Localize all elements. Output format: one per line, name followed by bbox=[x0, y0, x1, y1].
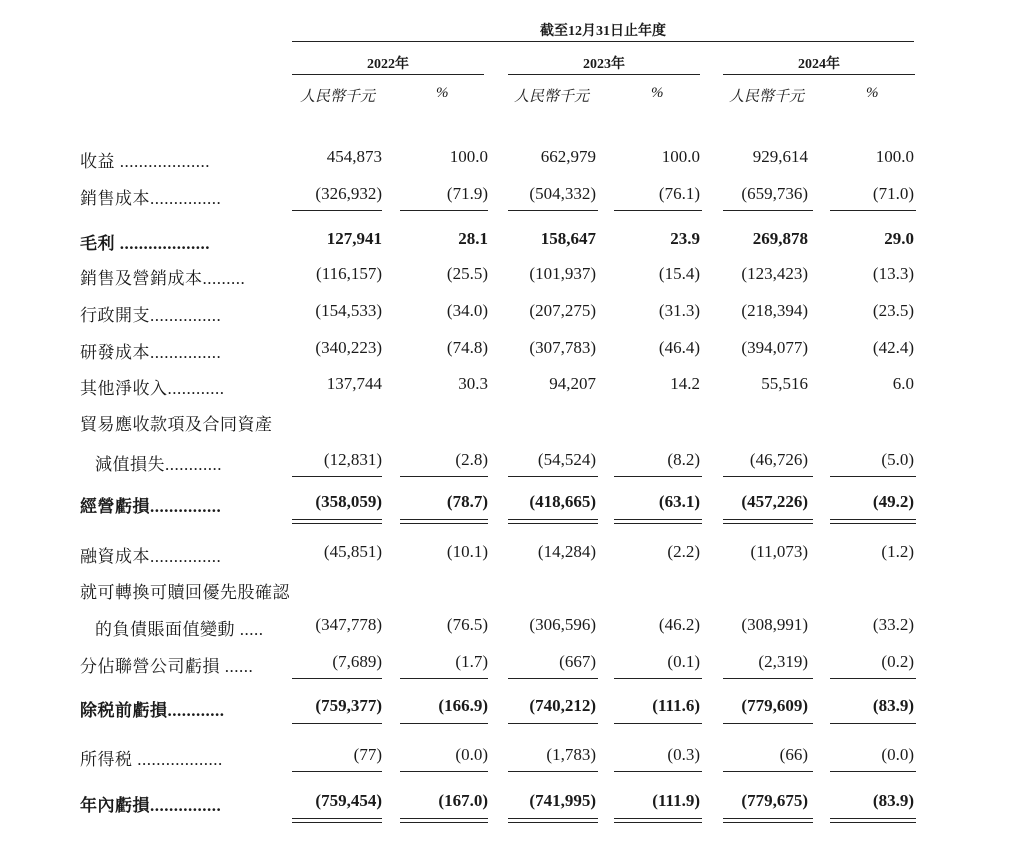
underline bbox=[400, 771, 488, 772]
underline bbox=[614, 771, 702, 772]
row-label-selling-marketing: 銷售及營銷成本......... bbox=[80, 269, 246, 288]
unit-label-2024: 人民幣千元 bbox=[729, 89, 805, 105]
cell: (71.0) bbox=[872, 184, 914, 203]
cell: (45,851) bbox=[323, 542, 382, 561]
cell: (66) bbox=[779, 745, 808, 764]
row-label-preferred-shares: 的負債賬面值變動 ..... bbox=[95, 620, 264, 639]
cell: (394,077) bbox=[741, 338, 808, 357]
cell: (306,596) bbox=[529, 615, 596, 634]
cell: (31.3) bbox=[658, 301, 700, 320]
cell: 100.0 bbox=[661, 147, 700, 166]
cell: 30.3 bbox=[458, 374, 488, 393]
year-2022: 2022年 bbox=[367, 57, 409, 72]
cell: (54,524) bbox=[537, 450, 596, 469]
underline bbox=[292, 210, 382, 211]
cell: (166.9) bbox=[438, 696, 488, 715]
cell: (418,665) bbox=[529, 492, 596, 511]
underline bbox=[400, 476, 488, 477]
underline bbox=[830, 678, 916, 679]
cell: (2,319) bbox=[758, 652, 808, 671]
row-label-gross-profit: 毛利 ................... bbox=[80, 234, 210, 253]
cell: (46.2) bbox=[658, 615, 700, 634]
cell: (10.1) bbox=[446, 542, 488, 561]
underline bbox=[400, 723, 488, 724]
underline bbox=[614, 723, 702, 724]
cell: 28.1 bbox=[458, 229, 488, 248]
cell: (116,157) bbox=[316, 264, 382, 283]
double-underline bbox=[614, 519, 702, 524]
cell: (111.9) bbox=[652, 791, 700, 810]
underline bbox=[508, 771, 598, 772]
year-2024: 2024年 bbox=[798, 57, 840, 72]
cell: 55,516 bbox=[761, 374, 808, 393]
double-underline bbox=[400, 818, 488, 823]
cell: (308,991) bbox=[741, 615, 808, 634]
cell: (0.0) bbox=[455, 745, 488, 764]
cell: (49.2) bbox=[872, 492, 914, 511]
row-label-impairment-line1: 貿易應收款項及合同資產 bbox=[80, 415, 273, 434]
row-label-loss-for-year: 年內虧損............... bbox=[80, 796, 222, 815]
underline bbox=[400, 210, 488, 211]
underline bbox=[508, 678, 598, 679]
cell: (779,609) bbox=[741, 696, 808, 715]
cell: (0.3) bbox=[667, 745, 700, 764]
cell: (74.8) bbox=[446, 338, 488, 357]
cell: (0.2) bbox=[881, 652, 914, 671]
double-underline bbox=[830, 519, 916, 524]
double-underline bbox=[614, 818, 702, 823]
row-label-loss-before-tax: 除税前虧損............ bbox=[80, 701, 225, 720]
underline bbox=[292, 771, 382, 772]
cell: (78.7) bbox=[446, 492, 488, 511]
double-underline bbox=[400, 519, 488, 524]
double-underline bbox=[723, 519, 813, 524]
cell: 6.0 bbox=[892, 374, 914, 393]
double-underline bbox=[508, 818, 598, 823]
cell: (326,932) bbox=[315, 184, 382, 203]
cell: 29.0 bbox=[884, 229, 914, 248]
cell: (207,275) bbox=[529, 301, 596, 320]
underline bbox=[723, 771, 813, 772]
cell: (11,073) bbox=[750, 542, 808, 561]
cell: (759,377) bbox=[315, 696, 382, 715]
cell: (46,726) bbox=[749, 450, 808, 469]
row-label-rnd: 研發成本............... bbox=[80, 343, 222, 362]
cell: (504,332) bbox=[529, 184, 596, 203]
double-underline bbox=[508, 519, 598, 524]
cell: (218,394) bbox=[741, 301, 808, 320]
underline bbox=[508, 210, 598, 211]
pct-label-2023: % bbox=[651, 85, 664, 101]
cell: (101,937) bbox=[529, 264, 596, 283]
cell: (46.4) bbox=[658, 338, 700, 357]
cell: 454,873 bbox=[326, 147, 382, 166]
cell: (2.2) bbox=[667, 542, 700, 561]
cell: (42.4) bbox=[872, 338, 914, 357]
cell: (76.1) bbox=[658, 184, 700, 203]
cell: (25.5) bbox=[446, 264, 488, 283]
cell: (12,831) bbox=[323, 450, 382, 469]
row-label-cost-of-sales: 銷售成本............... bbox=[80, 189, 222, 208]
cell: 100.0 bbox=[449, 147, 488, 166]
cell: (759,454) bbox=[315, 791, 382, 810]
cell: (23.5) bbox=[872, 301, 914, 320]
underline bbox=[723, 210, 813, 211]
cell: (111.6) bbox=[652, 696, 700, 715]
double-underline bbox=[292, 519, 382, 524]
cell: (667) bbox=[559, 652, 596, 671]
period-title: 截至12月31日止年度 bbox=[540, 24, 666, 39]
cell: (358,059) bbox=[315, 492, 382, 511]
underline bbox=[830, 771, 916, 772]
row-label-admin-expenses: 行政開支............... bbox=[80, 306, 222, 325]
underline bbox=[400, 678, 488, 679]
underline bbox=[508, 476, 598, 477]
cell: (779,675) bbox=[741, 791, 808, 810]
cell: 269,878 bbox=[752, 229, 808, 248]
cell: (63.1) bbox=[658, 492, 700, 511]
cell: (8.2) bbox=[667, 450, 700, 469]
cell: (83.9) bbox=[872, 696, 914, 715]
pct-label-2022: % bbox=[436, 85, 449, 101]
cell: (741,995) bbox=[529, 791, 596, 810]
underline bbox=[830, 476, 916, 477]
cell: (71.9) bbox=[446, 184, 488, 203]
cell: (740,212) bbox=[529, 696, 596, 715]
cell: (1.7) bbox=[455, 652, 488, 671]
cell: 929,614 bbox=[752, 147, 808, 166]
year-rule-2022 bbox=[292, 74, 484, 75]
cell: 23.9 bbox=[670, 229, 700, 248]
row-label-income-tax: 所得税 .................. bbox=[80, 750, 223, 769]
cell: (659,736) bbox=[741, 184, 808, 203]
cell: (34.0) bbox=[446, 301, 488, 320]
cell: (14,284) bbox=[537, 542, 596, 561]
row-label-share-of-associates: 分佔聯營公司虧損 ...... bbox=[80, 657, 254, 676]
underline bbox=[508, 723, 598, 724]
cell: (167.0) bbox=[438, 791, 488, 810]
cell: (0.0) bbox=[881, 745, 914, 764]
underline bbox=[614, 476, 702, 477]
unit-label-2022: 人民幣千元 bbox=[300, 89, 376, 105]
cell: 662,979 bbox=[540, 147, 596, 166]
cell: (33.2) bbox=[872, 615, 914, 634]
underline bbox=[723, 678, 813, 679]
cell: 94,207 bbox=[549, 374, 596, 393]
year-rule-2024 bbox=[723, 74, 915, 75]
header-rule bbox=[292, 41, 914, 42]
cell: (123,423) bbox=[741, 264, 808, 283]
cell: 14.2 bbox=[670, 374, 700, 393]
cell: (15.4) bbox=[658, 264, 700, 283]
double-underline bbox=[723, 818, 813, 823]
row-label-preferred-shares-line1: 就可轉換可贖回優先股確認 bbox=[80, 583, 290, 602]
cell: (1.2) bbox=[881, 542, 914, 561]
cell: (457,226) bbox=[741, 492, 808, 511]
row-label-revenue: 收益 ................... bbox=[80, 152, 210, 171]
cell: 137,744 bbox=[326, 374, 382, 393]
cell: (83.9) bbox=[872, 791, 914, 810]
cell: (0.1) bbox=[667, 652, 700, 671]
cell: (76.5) bbox=[446, 615, 488, 634]
cell: (77) bbox=[353, 745, 382, 764]
row-label-other-income: 其他淨收入............ bbox=[80, 379, 225, 398]
underline bbox=[830, 210, 916, 211]
underline bbox=[292, 678, 382, 679]
year-2023: 2023年 bbox=[583, 57, 625, 72]
underline bbox=[614, 678, 702, 679]
row-label-impairment: 減值損失............ bbox=[95, 455, 222, 474]
cell: (340,223) bbox=[315, 338, 382, 357]
double-underline bbox=[830, 818, 916, 823]
cell: 158,647 bbox=[540, 229, 596, 248]
cell: 127,941 bbox=[326, 229, 382, 248]
underline bbox=[723, 476, 813, 477]
cell: (2.8) bbox=[455, 450, 488, 469]
double-underline bbox=[292, 818, 382, 823]
cell: (7,689) bbox=[332, 652, 382, 671]
year-rule-2023 bbox=[508, 74, 700, 75]
cell: (5.0) bbox=[881, 450, 914, 469]
underline bbox=[292, 723, 382, 724]
unit-label-2023: 人民幣千元 bbox=[514, 89, 590, 105]
pct-label-2024: % bbox=[866, 85, 879, 101]
underline bbox=[614, 210, 702, 211]
row-label-operating-loss: 經營虧損............... bbox=[80, 497, 222, 516]
cell: (347,778) bbox=[315, 615, 382, 634]
cell: (1,783) bbox=[546, 745, 596, 764]
cell: (307,783) bbox=[529, 338, 596, 357]
cell: (154,533) bbox=[315, 301, 382, 320]
cell: (13.3) bbox=[872, 264, 914, 283]
underline bbox=[723, 723, 813, 724]
underline bbox=[292, 476, 382, 477]
cell: 100.0 bbox=[875, 147, 914, 166]
row-label-finance-costs: 融資成本............... bbox=[80, 547, 222, 566]
underline bbox=[830, 723, 916, 724]
